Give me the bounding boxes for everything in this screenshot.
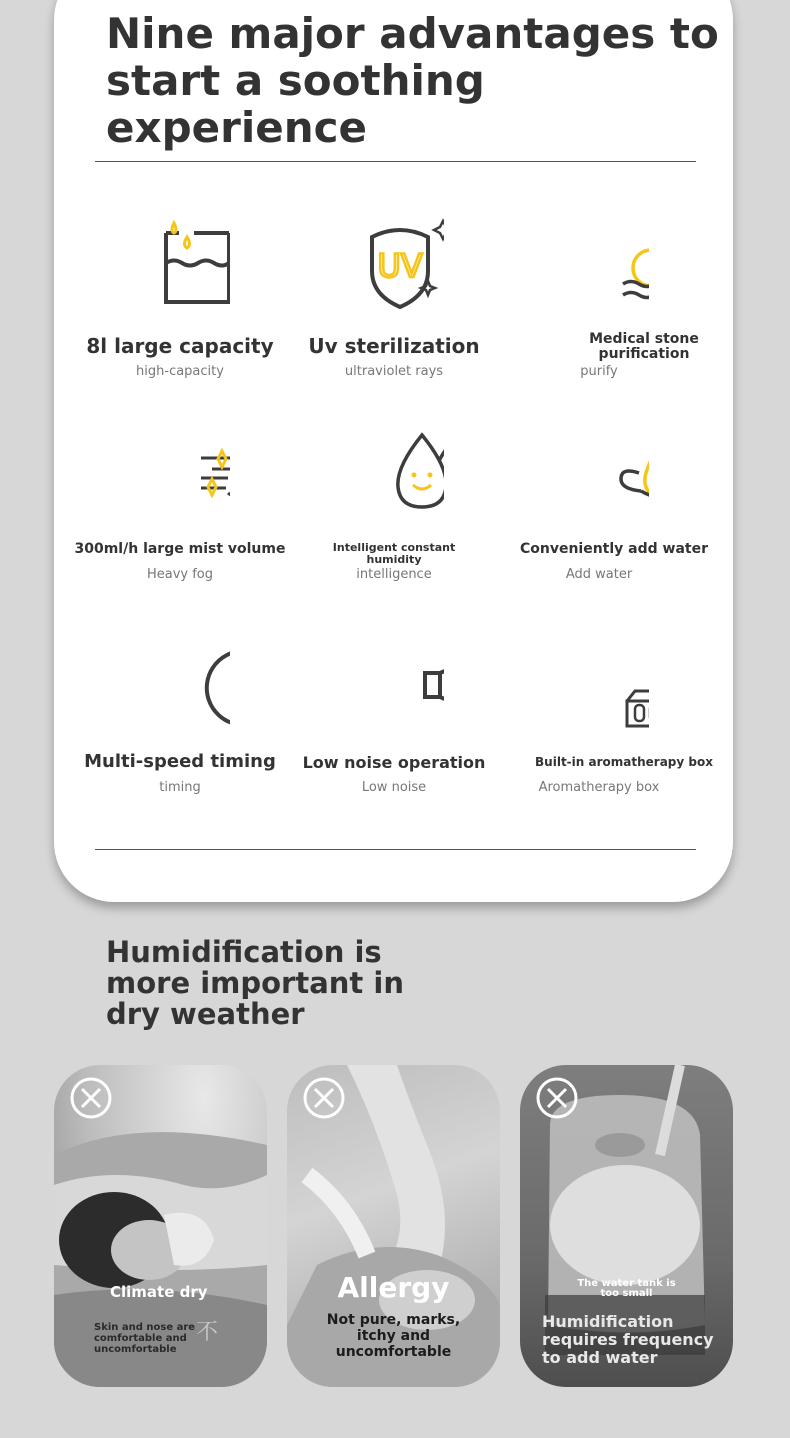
divider-bottom <box>95 849 696 850</box>
problem-body <box>94 1322 195 1355</box>
feature-name: Multi-speed timing <box>84 751 276 772</box>
svg-text:UV: UV <box>377 247 423 285</box>
problem-body <box>542 1313 714 1367</box>
page-title <box>106 10 726 151</box>
feature-humidity <box>279 425 509 595</box>
problem-card-small-tank <box>520 1065 733 1387</box>
feature-sub: Heavy fog <box>146 567 214 582</box>
water-drop-splash-icon <box>549 425 649 525</box>
feature-name: Conveniently add water <box>519 541 709 557</box>
problem-caption-line1: The water tank is <box>577 1278 676 1289</box>
problem-card-dry <box>54 1065 267 1387</box>
feature-sub: Low noise <box>361 780 427 795</box>
section-title-line3: dry weather <box>106 997 305 1031</box>
feature-add-water <box>484 425 714 595</box>
problem-body-line3: uncomfortable <box>335 1344 452 1360</box>
feature-uv <box>279 215 509 385</box>
problem-body-line2: comfortable and <box>94 1333 187 1344</box>
problem-body-line2: requires frequency <box>542 1330 714 1349</box>
feature-name: 8l large capacity <box>86 334 274 358</box>
smiling-drop-icon <box>344 425 444 525</box>
section-title-line1: Humidification is <box>106 935 382 969</box>
feature-sub: Add water <box>565 567 633 582</box>
feature-sub: purify <box>580 364 618 379</box>
close-circle-icon <box>536 1077 578 1119</box>
feature-medical-stone <box>484 215 714 385</box>
section-title-line2: more important in <box>106 966 404 1000</box>
feature-name: 300ml/h large mist volume <box>74 541 286 557</box>
problem-body-line1: Humidification <box>542 1312 674 1331</box>
problem-caption <box>520 1279 733 1299</box>
problem-heading: Climate dry <box>110 1283 208 1301</box>
feature-aromatherapy <box>484 637 714 807</box>
feature-name: Low noise operation <box>302 753 486 772</box>
problem-heading: Allergy <box>337 1271 450 1304</box>
feature-capacity <box>65 215 295 385</box>
watermark-glyph: 不 <box>196 1320 219 1345</box>
feature-sub: intelligence <box>356 567 432 582</box>
clock-icon <box>130 637 230 737</box>
problem-caption-line2: too small <box>600 1288 653 1299</box>
feature-sub: Aromatherapy box <box>538 780 660 795</box>
speaker-icon <box>344 637 444 737</box>
close-circle-icon <box>70 1077 112 1119</box>
problem-body-line2: itchy and <box>356 1328 431 1344</box>
feature-name: Intelligent constant humidity <box>332 541 456 567</box>
feature-sub: high-capacity <box>136 364 224 379</box>
uv-shield-icon <box>344 215 444 315</box>
problem-body-line1: Skin and nose are <box>94 1322 196 1333</box>
water-cup-icon <box>130 215 230 315</box>
aroma-box-icon <box>549 637 649 737</box>
feature-name: Uv sterilization <box>308 334 480 358</box>
problem-body <box>287 1312 500 1360</box>
feature-sub: ultraviolet rays <box>344 364 444 379</box>
feature-sub: timing <box>159 780 201 795</box>
page-title-line1: Nine major advantages to <box>106 9 719 58</box>
feature-timing <box>65 637 295 807</box>
close-circle-icon <box>303 1077 345 1119</box>
problem-body-line3: to add water <box>542 1348 658 1367</box>
problem-body-line3: uncomfortable <box>94 1344 177 1355</box>
page-title-line2: start a soothing experience <box>106 56 485 152</box>
feature-name: Built-in aromatherapy box <box>535 755 713 769</box>
feature-name: Medical stone purification <box>589 331 699 363</box>
problem-body-line1: Not pure, marks, <box>326 1312 461 1328</box>
section-title <box>106 937 426 1030</box>
medical-stone-icon <box>549 215 649 315</box>
divider-top <box>95 161 696 162</box>
mist-wind-icon <box>130 425 230 525</box>
problem-card-allergy <box>287 1065 500 1387</box>
feature-mist <box>65 425 295 595</box>
feature-low-noise <box>279 637 509 807</box>
